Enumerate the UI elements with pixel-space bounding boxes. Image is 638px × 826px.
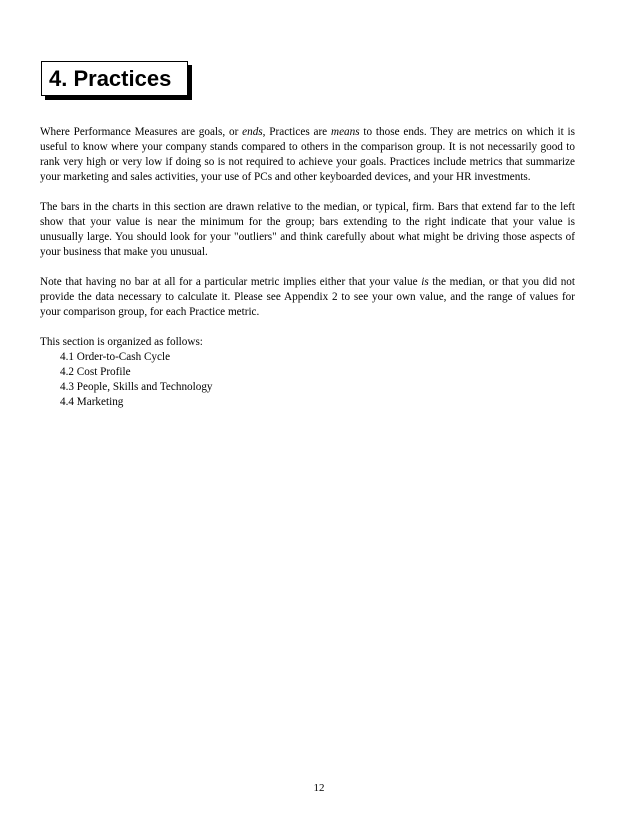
paragraph-2-text: The bars in the charts in this section are drawn relative to the median, or typical, firm. Bars that extend far to the left show that your value is near the minimum for the group; bars extending to the right indicate that your value is unusually large. You should look for your "outliers" and think carefully about what might be driving those aspects of your business that make you unusual. — [40, 201, 575, 258]
section-title-box — [41, 61, 188, 96]
paragraph-1-text: Where Performance Measures are goals, or — [40, 126, 243, 138]
list-item: 4.2 Cost Profile — [60, 366, 131, 378]
organization-intro: This section is organized as follows: — [40, 336, 203, 348]
paragraph-2 — [40, 200, 575, 260]
paragraph-3-text: the median, or that you did not provide the data necessary to calculate it. Please see Appendix 2 to see your own value, and the range of values for your comparison group, for each Practice metric. — [40, 276, 575, 318]
list-item: 4.1 Order-to-Cash Cycle — [60, 351, 171, 363]
paragraph-1-text: to those ends. They are metrics on which it is useful to know where your company stands compared to others in the comparison group. It is not necessarily good to rank very high or very low if doing so is not required to achieve your goals. Practices include metrics that summarize your marketing and sales activities, your use of PCs and other keyboarded devices, and your HR investments. — [40, 126, 575, 183]
italic-is: is — [421, 276, 429, 288]
section-contents-list — [40, 350, 575, 410]
italic-ends: ends — [242, 126, 263, 138]
section-title: 4. Practices — [49, 66, 172, 91]
page-number: 12 — [313, 782, 325, 794]
paragraph-1-text: , Practices are — [262, 126, 331, 138]
paragraph-3-text: Note that having no bar at all for a particular metric implies either that your value — [40, 276, 422, 288]
italic-means: means — [330, 126, 360, 138]
list-item: 4.4 Marketing — [60, 396, 124, 408]
section-body — [40, 125, 575, 410]
list-item: 4.3 People, Skills and Technology — [60, 381, 213, 393]
paragraph-1 — [40, 125, 575, 185]
paragraph-3 — [40, 275, 575, 320]
